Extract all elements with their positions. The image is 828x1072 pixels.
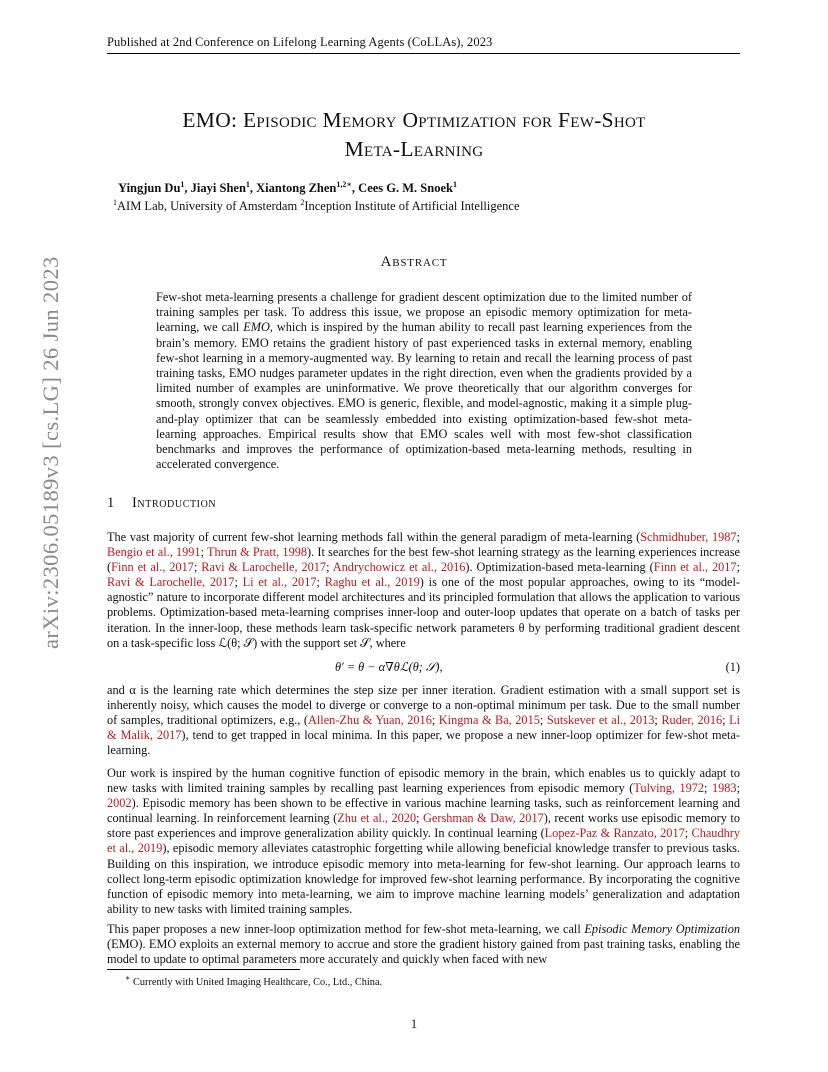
- affiliation-text: AIM Lab, University of Amsterdam: [117, 199, 301, 213]
- paragraph-intro-1-cont: and α is the learning rate which determines the step size per inner iteration. Gradient estimation with a small support set is inherently noisy, which causes the model to diverge or converge to a non-optimal minimum per task. Due to the small number of samples, traditional optimizers, e.g., (Allen-Zhu & Yuan, 2016; Kingma & Ba, 2015; Sutskever et al., 2013; Ruder, 2016; Li & Malik, 2017), tend to get trapped in local minima. In this paper, we propose a new inner-loop optimizer for few-shot meta-learning.: [107, 683, 741, 758]
- author-list: Yingjun Du$^1$, Jiayi Shen$^1$, Xiantong Zhen$^{1,2∗}$, Cees G. M. Snoek$^1$: [118, 179, 457, 195]
- citation-link[interactable]: Ravi & Larochelle, 2017: [201, 560, 327, 575]
- paper-title: [100, 106, 728, 164]
- citation-link[interactable]: 1983: [711, 781, 737, 796]
- citation-link[interactable]: Raghu et al., 2019: [324, 575, 420, 590]
- equation-1: [107, 660, 740, 678]
- author-name: Yingjun Du: [118, 181, 181, 195]
- arxiv-stamp: [18, 256, 63, 649]
- title-line-1: EMO: Episodic Memory Optimization for Few-Shot: [182, 108, 646, 132]
- equation-body: θ′ = θ − α∇θℒ(θ; 𝒮),: [335, 660, 443, 674]
- section-heading: [107, 495, 216, 512]
- citation-link[interactable]: Zhu et al., 2020: [337, 811, 417, 826]
- page-number: 1: [410, 1017, 418, 1031]
- equation-number: (1): [725, 660, 740, 674]
- author-name: Cees G. M. Snoek: [358, 181, 453, 195]
- citation-link[interactable]: Andrychowicz et al., 2016: [332, 560, 466, 575]
- footnote: [125, 973, 383, 988]
- author-affil-mark: 1: [245, 179, 250, 189]
- section-number: 1: [107, 495, 115, 511]
- author-name: Xiantong Zhen: [256, 181, 337, 195]
- abstract-body: Few-shot meta-learning presents a challenge for gradient descent optimization due to the limited number of training samples per task. To address this issue, we propose an episodic memory optimization for meta-learning, we call EMO, which is inspired by the human ability to recall past learning experiences from the brain’s memory. EMO retains the gradient history of past experienced tasks in external memory, enabling few-shot learning in a memory-augmented way. By learning to retain and recall the learning process of past training tasks, EMO nudges parameter updates in the right direction, even when the gradients provided by a limited number of examples are uninformative. We prove theoretically that our algorithm converges for smooth, strongly convex objectives. EMO is generic, flexible, and model-agnostic, making it a simple plug-and-play optimizer that can be seamlessly embedded into existing optimization-based few-shot meta-learning approaches. Empirical results show that EMO scales well with most few-shot classification benchmarks and improves the performance of optimization-based meta-learning methods, resulting in accelerated convergence.: [156, 290, 692, 472]
- citation-link[interactable]: Gershman & Daw, 2017: [423, 811, 544, 826]
- citation-link[interactable]: Schmidhuber, 1987: [640, 530, 737, 544]
- abstract-heading: Abstract: [380, 254, 448, 270]
- citation-link[interactable]: Li et al., 2017: [242, 575, 317, 590]
- abstract-emph: EMO: [243, 320, 270, 335]
- method-name: Episodic Memory Optimization: [584, 922, 740, 936]
- header-rule: [107, 53, 740, 54]
- citation-link[interactable]: Sutskever et al., 2013: [546, 713, 655, 728]
- author-affil-mark: 1,2∗: [336, 179, 352, 189]
- author-name: Jiayi Shen: [190, 181, 246, 195]
- footnote-rule: [107, 969, 300, 970]
- citation-link[interactable]: Finn et al., 2017: [111, 560, 194, 575]
- paragraph-intro-1: The vast majority of current few-shot learning methods fall within the general paradigm of meta-learning (Schmidhuber, 1987; Bengio et al., 1991; Thrun & Pratt, 1998). It searches for the best few-shot learning strategy as the learning experiences increase (Finn et al., 2017; Ravi & Larochelle, 2017; Andrychowicz et al., 2016). Optimization-based meta-learning (Finn et al., 2017; Ravi & Larochelle, 2017; Li et al., 2017; Raghu et al., 2019) is one of the most popular approaches, owing to its “model-agnostic” nature to incorporate different model architectures and its principled formulation that allows the application to various problems. Optimization-based meta-learning comprises inner-loop and outer-loop updates that operate on a batch of tasks per iteration. In the inner-loop, these methods learn task-specific network parameters θ by performing traditional gradient descent on a task-specific loss ℒ(θ; 𝒮) with the support set 𝒮, where: [107, 530, 741, 650]
- citation-link[interactable]: Li & Malik, 2017: [107, 713, 741, 743]
- citation-link[interactable]: Bengio et al., 1991: [107, 545, 201, 560]
- citation-link[interactable]: Ruder, 2016: [661, 713, 723, 728]
- section-title: Introduction: [132, 495, 217, 511]
- citation-link[interactable]: Ravi & Larochelle, 2017: [107, 575, 235, 590]
- footnote-mark: ∗: [125, 973, 131, 983]
- citation-link[interactable]: Kingma & Ba, 2015: [438, 713, 540, 728]
- author-affil-mark: 1: [452, 179, 457, 189]
- paragraph-intro-3: This paper proposes a new inner-loop optimization method for few-shot meta-learning, we call Episodic Memory Optimization (EMO). EMO exploits an external memory to accrue and store the gradient history gained from past training tasks, enabling the model to update to optimal parameters more accurately and quickly when faced with new: [107, 922, 740, 967]
- paragraph-intro-2: Our work is inspired by the human cognitive function of episodic memory in the brain, which enables us to quickly adapt to new tasks with limited training samples by recalling past learning experiences from episodic memory (Tulving, 1972; 1983; 2002). Episodic memory has been shown to be effective in various machine learning tasks, such as reinforcement learning and continual learning. In reinforcement learning (Zhu et al., 2020; Gershman & Daw, 2017), recent works use episodic memory to store past experiences and improve generalization ability quickly. In continual learning (Lopez-Paz & Ranzato, 2017; Chaudhry et al., 2019), episodic memory alleviates catastrophic forgetting while allowing beneficial knowledge transfer to previous tasks. Building on this inspiration, we introduce episodic memory into meta-learning for few-shot learning. Our approach learns to collect long-term episodic optimization knowledge for improved few-shot learning performance. By incorporating the cognitive function of episodic memory into meta-learning, we aim to improve machine learning models’ generalization and adaptation ability to new tasks with limited training samples.: [107, 766, 740, 916]
- citation-link[interactable]: Lopez-Paz & Ranzato, 2017: [544, 826, 685, 841]
- citation-link[interactable]: Allen-Zhu & Yuan, 2016: [308, 713, 432, 728]
- running-header: Published at 2nd Conference on Lifelong Learning Agents (CoLLAs), 2023: [107, 35, 493, 49]
- citation-link[interactable]: Chaudhry et al., 2019: [107, 826, 740, 856]
- affiliation-mark: 2: [300, 197, 305, 207]
- arxiv-stamp-text: arXiv:2306.05189v3 [cs.LG] 26 Jun 2023: [38, 256, 63, 649]
- citation-link[interactable]: Thrun & Pratt, 1998: [206, 545, 308, 560]
- citation-link[interactable]: Finn et al., 2017: [653, 560, 737, 575]
- title-line-2: Meta-Learning: [344, 137, 484, 161]
- author-affil-mark: 1: [180, 179, 185, 189]
- affiliation-text: Inception Institute of Artificial Intelligence: [304, 199, 520, 213]
- affiliations: [113, 199, 520, 214]
- citation-link[interactable]: Tulving, 1972: [633, 781, 705, 796]
- citation-link[interactable]: 2002: [107, 796, 132, 811]
- footnote-text: Currently with United Imaging Healthcare, Co., Ltd., China.: [133, 977, 383, 988]
- affiliation-mark: 1: [113, 197, 117, 207]
